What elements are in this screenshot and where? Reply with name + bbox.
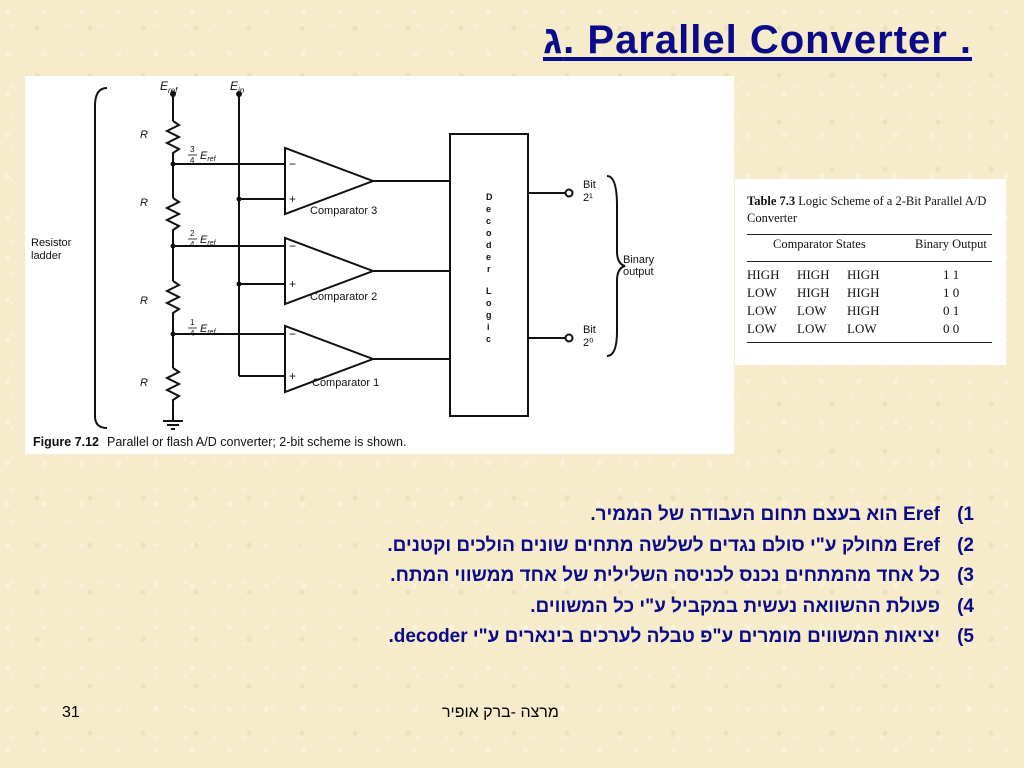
resistor-r4 [167,121,179,164]
table-caption: Table 7.3 Logic Scheme of a 2-Bit Parallel A/D Converter [747,194,987,225]
svg-text:e: e [486,204,492,214]
svg-text:c: c [486,216,492,226]
header-comparator-states: Comparator States [773,237,866,251]
bit-1-label: Bit [583,179,596,191]
svg-text:2: 2 [190,229,195,238]
svg-text:4: 4 [190,329,195,338]
svg-text:L: L [486,286,492,296]
svg-text:d: d [486,240,492,250]
slide-title: ג. Parallel Converter . [542,18,972,62]
resistor-label: R [140,129,148,141]
resistor-ladder-label: Resistor ladder [31,237,72,262]
svg-text:+: + [289,369,297,383]
svg-text:+: + [289,277,297,291]
svg-text:−: − [289,239,297,253]
resistor-r2 [167,281,179,324]
table-row: HIGH HIGH HIGH 1 1 [747,267,960,282]
svg-text:r: r [487,264,491,274]
eref-label: $E_{ref}$ [160,79,178,95]
bit-1-exponent: 2¹ [583,192,593,204]
svg-text:Eref: Eref [200,150,216,163]
resistor-label: R [140,295,148,307]
logic-scheme-table [735,179,1006,365]
table-row: LOW HIGH HIGH 1 0 [747,285,960,300]
svg-text:c: c [486,334,492,344]
decoder-logic-block [450,134,528,416]
ein-label: $E_{in}$ [230,79,245,95]
svg-text:e: e [486,252,492,262]
svg-text:o: o [486,298,492,308]
resistor-r1 [167,368,179,411]
table-row: LOW LOW LOW 0 0 [747,321,960,336]
resistor-r3 [167,198,179,241]
svg-text:D: D [486,192,493,202]
tap-label-3-4 [188,145,217,165]
figure-caption: Figure 7.12 Parallel or flash A/D converter; 2-bit scheme is shown. [33,435,407,449]
comparator-3-label: Comparator 3 [310,205,378,217]
svg-text:1: 1 [190,318,195,327]
table-row: LOW LOW HIGH 0 1 [747,303,960,318]
bullet-list [154,500,974,653]
decoder-logic-label [486,192,493,344]
svg-text:g: g [486,310,492,320]
header-binary-output: Binary Output [915,237,987,251]
bit-0-exponent: 2⁰ [583,337,594,349]
bullet-item: 1)Eref הוא בעצם תחום העבודה של הממיר. [590,504,974,525]
svg-text:Eref: Eref [200,234,216,247]
resistor-label: R [140,197,148,209]
bullet-item: 3)כל אחד מהמתחים נכנס לכניסה השלילית של אחד ממשווי המתח. [390,565,974,586]
svg-text:Eref: Eref [200,323,216,336]
binary-output-label: Binary output [623,254,655,278]
svg-text:4: 4 [190,156,195,165]
svg-text:−: − [289,157,297,171]
table-rule [747,342,992,343]
flash-adc-diagram [25,76,734,454]
svg-text:+: + [289,192,297,206]
bullet-item: 5)יציאות המשווים מומרים ע"פ טבלה לערכים בינארים ע"י decoder. [388,626,974,647]
bit-0-label: Bit [583,324,596,336]
footer-lecturer: מרצה -ברק אופיר [442,704,559,721]
page-number: 31 [62,704,80,721]
svg-text:4: 4 [190,240,195,249]
bullet-item: 2)Eref מחולק ע"י סולם נגדים לשלשה מתחים שונים הולכים וקטנים. [387,534,974,556]
svg-text:3: 3 [190,145,195,154]
svg-text:o: o [486,228,492,238]
table-rule [747,261,992,262]
ladder-bracket [95,88,107,428]
svg-text:−: − [289,327,297,341]
table-rule [747,234,992,235]
bullet-item: 4)פעולת ההשוואה נעשית במקביל ע"י כל המשווים. [530,595,974,617]
svg-text:i: i [487,322,490,332]
resistor-label: R [140,377,148,389]
comparator-1-label: Comparator 1 [312,377,380,389]
circuit-schematic [25,76,734,454]
comparator-2-label: Comparator 2 [310,291,378,303]
